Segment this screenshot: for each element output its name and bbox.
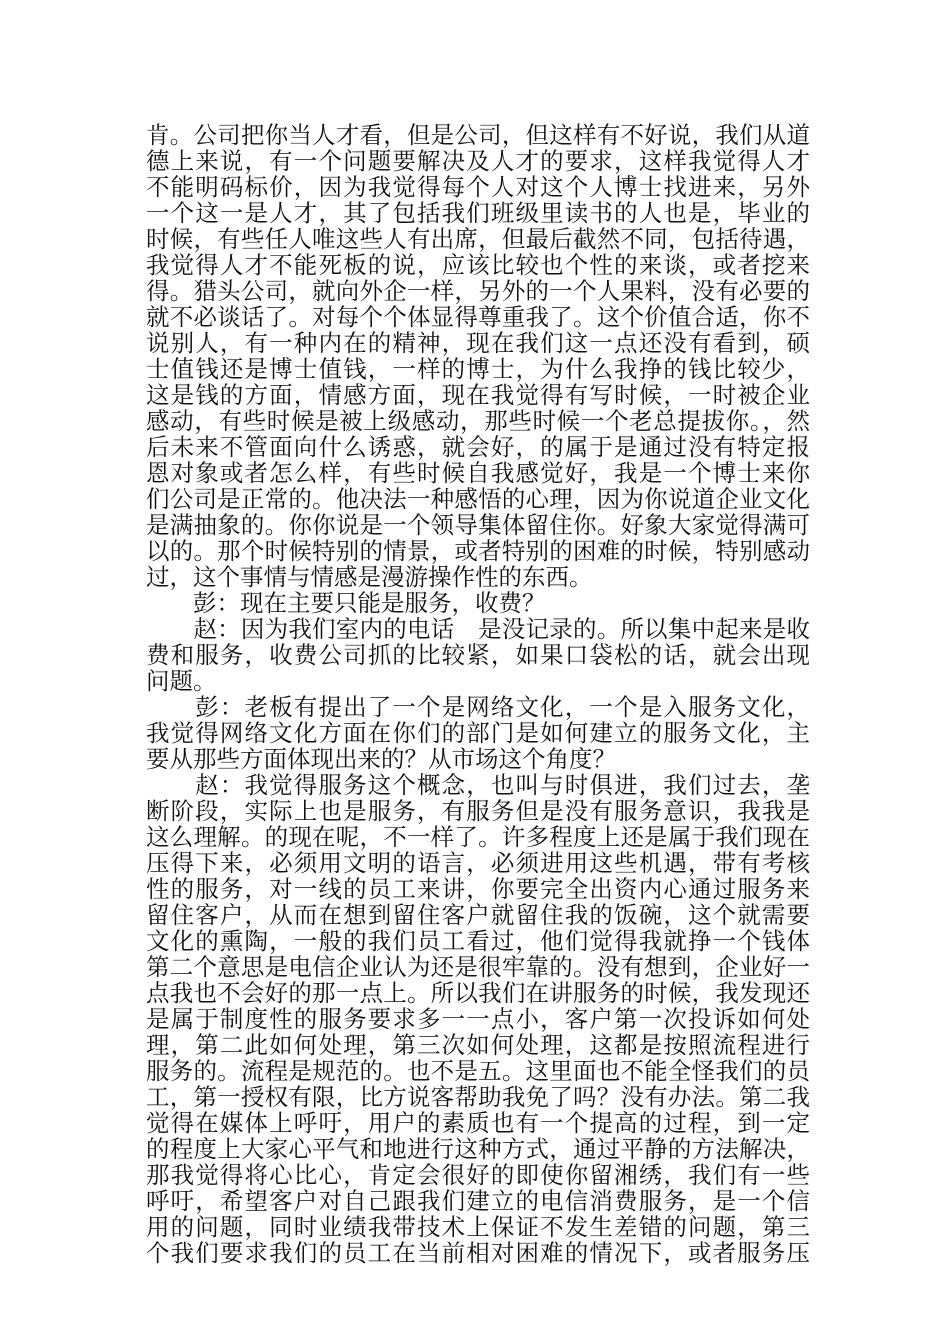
text-line: 肯。公司把你当人才看，但是公司，但这样有不好说，我们从道 [146, 121, 810, 149]
text-line: 说别人，有一种内在的精神，现在我们这一点还没有看到，硕 [146, 329, 810, 357]
text-line: 德上来说，有一个问题要解决及人才的要求，这样我觉得人才 [146, 147, 810, 175]
text-line: 呼吁，希望客户对自己跟我们建立的电信消费服务，是一个信 [146, 1187, 810, 1215]
text-line: 不能明码标价，因为我觉得每个人对这个人博士找进来，另外 [146, 173, 810, 201]
text-line: 们公司是正常的。他决法一种感悟的心理，因为你说道企业文化 [146, 485, 810, 513]
text-line: 得。猎头公司，就向外企一样，另外的一个人果料，没有必要的 [146, 277, 810, 305]
dialogue-line-peng: 彭：老板有提出了一个是网络文化，一个是入服务文化， [146, 693, 810, 721]
text-line: 时候，有些任人唯这些人有出席，但最后截然不同，包括待遇， [146, 225, 810, 253]
text-line: 压得下来，必须用文明的语言，必须进用这些机遇，带有考核 [146, 849, 810, 877]
text-line: 要从那些方面体现出来的？从市场这个角度？ [146, 745, 616, 773]
dialogue-line-peng: 彭：现在主要只能是服务，收费？ [146, 589, 546, 617]
text-line: 理，第二此如何处理，第三次如何处理，这都是按照流程进行 [146, 1031, 810, 1059]
text-line: 文化的熏陶，一般的我们员工看过，他们觉得我就挣一个钱体 [146, 927, 810, 955]
text-line: 我觉得网络文化方面在你们的部门是如何建立的服务文化，主 [146, 719, 810, 747]
text-line: 费和服务，收费公司抓的比较紧，如果口袋松的话，就会出现 [146, 641, 810, 669]
text-line: 士值钱还是博士值钱，一样的博士，为什么我挣的钱比较少， [146, 355, 810, 383]
text-line: 一个这一是人才，其了包括我们班级里读书的人也是，毕业的 [146, 199, 810, 227]
text-line: 点我也不会好的那一点上。所以我们在讲服务的时候，我发现还 [146, 979, 810, 1007]
text-line: 这是钱的方面，情感方面，现在我觉得有写时候，一时被企业 [146, 381, 810, 409]
dialogue-line-zhao: 赵：因为我们室内的电话 是没记录的。所以集中起来是收 [146, 615, 810, 643]
text-line: 问题。 [146, 667, 217, 695]
text-line: 个我们要求我们的员工在当前相对困难的情况下，或者服务压 [146, 1239, 810, 1267]
text-line: 的程度上大家心平气和地进行这种方式，通过平静的方法解决， [146, 1135, 810, 1163]
text-line: 就不必谈话了。对每个个体显得尊重我了。这个价值合适，你不 [146, 303, 810, 331]
text-line: 后未来不管面向什么诱惑，就会好，的属于是通过没有特定报 [146, 433, 810, 461]
text-line: 服务的。流程是规范的。也不是五。这里面也不能全怪我们的员 [146, 1057, 810, 1085]
text-line: 感动，有些时候是被上级感动，那些时候一个老总提拔你。，然 [146, 407, 810, 435]
text-line: 那我觉得将心比心，肯定会很好的即使你留湘绣，我们有一些 [146, 1161, 810, 1189]
text-line: 是属于制度性的服务要求多一一点小，客户第一次投诉如何处 [146, 1005, 810, 1033]
text-line: 恩对象或者怎么样，有些时候自我感觉好，我是一个博士来你 [146, 459, 810, 487]
dialogue-line-zhao: 赵：我觉得服务这个概念，也叫与时俱进，我们过去，垄 [146, 771, 810, 799]
text-line: 留住客户，从而在想到留住客户就留住我的饭碗，这个就需要 [146, 901, 810, 929]
text-line: 用的问题，同时业绩我带技术上保证不发生差错的问题，第三 [146, 1213, 810, 1241]
text-line: 我觉得人才不能死板的说，应该比较也个性的来谈，或者挖来 [146, 251, 810, 279]
body-text [146, 122, 810, 1266]
text-line: 觉得在媒体上呼吁，用户的素质也有一个提高的过程，到一定 [146, 1109, 810, 1137]
text-line: 第二个意思是电信企业认为还是很牢靠的。没有想到，企业好一 [146, 953, 810, 981]
text-line: 以的。那个时候特别的情景，或者特别的困难的时候，特别感动 [146, 537, 810, 565]
text-line: 这么理解。的现在呢，不一样了。许多程度上还是属于我们现在 [146, 823, 810, 851]
text-line: 工，第一授权有限，比方说客帮助我免了吗？没有办法。第二我 [146, 1083, 810, 1111]
text-line: 是满抽象的。你你说是一个领导集体留住你。好象大家觉得满可 [146, 511, 810, 539]
text-line: 过，这个事情与情感是漫游操作性的东西。 [146, 563, 593, 591]
text-line: 断阶段，实际上也是服务，有服务但是没有服务意识，我我是 [146, 797, 810, 825]
text-line: 性的服务，对一线的员工来讲，你要完全出资内心通过服务来 [146, 875, 810, 903]
